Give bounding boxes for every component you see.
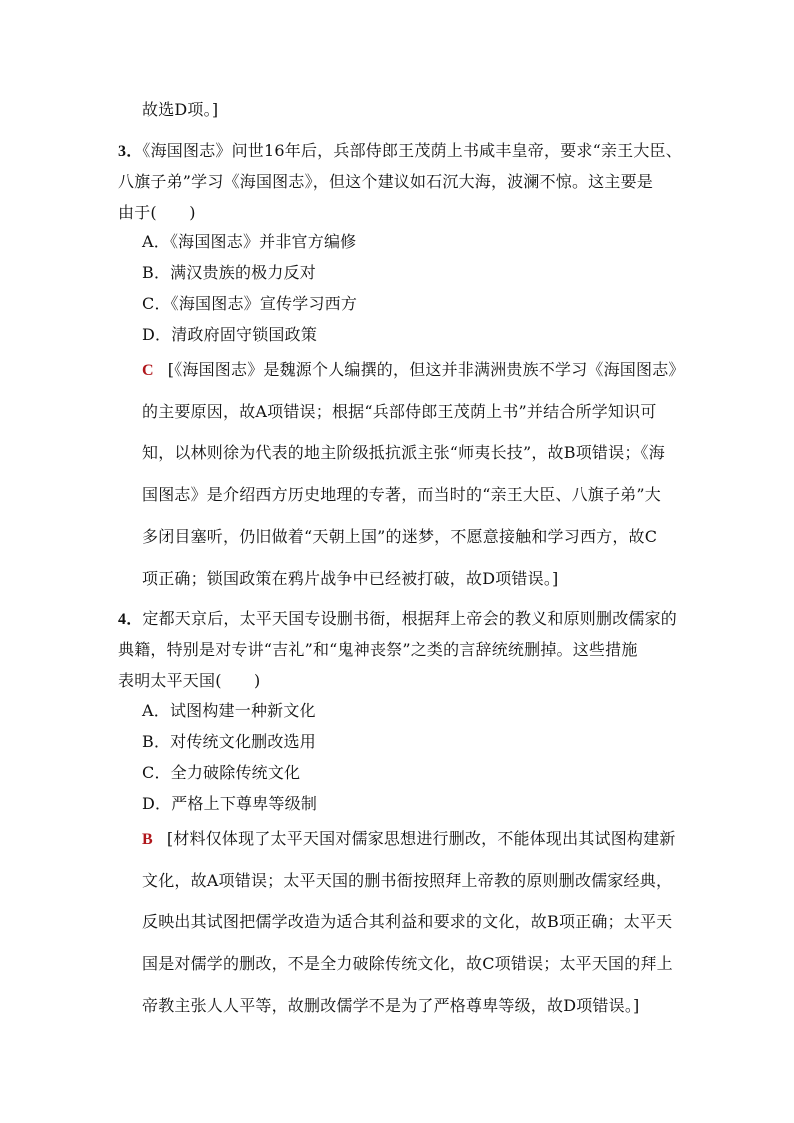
q3-number: 3． — [118, 143, 143, 160]
q4-explanation-line-3: 反映出其试图把儒学改造为适合其利益和要求的文化，故B项正确；太平天 — [142, 912, 673, 931]
q3-option-d: D．清政府固守锁国政策 — [142, 325, 318, 344]
q4-stem-line-3: 表明太平天国( ) — [118, 671, 261, 690]
q4-answer: B — [142, 831, 153, 848]
q3-explanation-line-2: 的主要原因，故A项错误；根据“兵部侍郎王茂荫上书”并结合所学知识可 — [142, 402, 657, 421]
q4-explanation-line-1: B [材料仅体现了太平天国对儒家思想进行删改，不能体现出其试图构建新 — [142, 829, 676, 848]
q4-option-a: A．试图构建一种新文化 — [142, 701, 316, 720]
q4-stem-line-1: 4．定都天京后，太平天国专设删书衙，根据拜上帝会的教义和原则删改儒家的 — [118, 609, 678, 628]
q3-stem-line-1: 3．《海国图志》问世16年后，兵部侍郎王茂荫上书咸丰皇帝，要求“亲王大臣、 — [118, 141, 682, 160]
q3-explanation-line-5: 多闭目塞听，仍旧做着“天朝上国”的迷梦，不愿意接触和学习西方，故C — [142, 527, 658, 546]
q3-explanation-line-3: 知，以林则徐为代表的地主阶级抵抗派主张“师夷长技”，故B项错误；《海 — [142, 443, 665, 462]
q3-explanation-line-1: C [《海国图志》是魏源个人编撰的，但这并非满洲贵族不学习《海国图志》 — [142, 360, 685, 379]
q4-explanation-line-4: 国是对儒学的删改，不是全力破除传统文化，故C项错误；太平天国的拜上 — [142, 954, 673, 973]
q4-explanation-line-2: 文化，故A项错误；太平天国的删书衙按照拜上帝教的原则删改儒家经典， — [142, 871, 673, 890]
q4-option-c: C．全力破除传统文化 — [142, 763, 301, 782]
q3-answer: C — [142, 362, 154, 379]
q3-option-a: A．《海国图志》并非官方编修 — [142, 232, 357, 251]
q4-number: 4． — [118, 611, 143, 628]
q3-explanation-line-4: 国图志》是介绍西方历史地理的专著，而当时的“亲王大臣、八旗子弟”大 — [142, 485, 661, 504]
q2-explanation-tail: 故选D项。] — [142, 100, 219, 119]
q3-stem-line-3: 由于( ) — [118, 203, 196, 222]
q4-stem-line-2: 典籍，特别是对专讲“吉礼”和“鬼神丧祭”之类的言辞统统删掉。这些措施 — [118, 640, 638, 659]
q4-option-d: D．严格上下尊卑等级制 — [142, 794, 318, 813]
q3-option-c: C．《海国图志》宣传学习西方 — [142, 294, 358, 313]
q4-explanation-line-5: 帝教主张人人平等，故删改儒学不是为了严格尊卑等级，故D项错误。] — [142, 996, 640, 1015]
q3-explanation-line-6: 项正确；锁国政策在鸦片战争中已经被打破，故D项错误。] — [142, 569, 559, 588]
q3-option-b: B．满汉贵族的极力反对 — [142, 263, 316, 282]
q4-option-b: B．对传统文化删改选用 — [142, 732, 316, 751]
q3-stem-line-2: 八旗子弟”学习《海国图志》，但这个建议如石沉大海，波澜不惊。这主要是 — [118, 172, 653, 191]
